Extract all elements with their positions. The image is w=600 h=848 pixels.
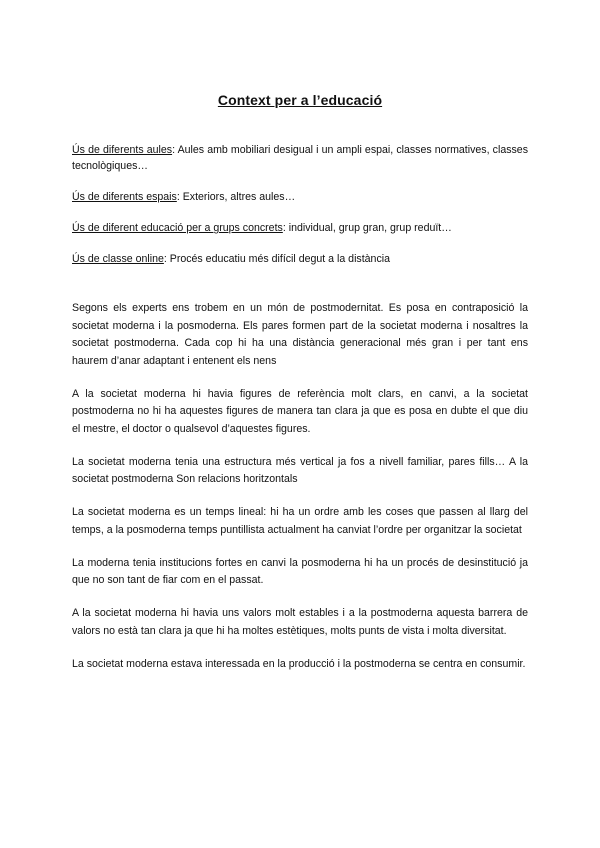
paragraph: La societat moderna es un temps lineal: hi ha un ordre amb les coses que passen al llarg del temps, a la posmoderna temps puntillista actualment ha canviat l’ordre per organitzar la societat bbox=[72, 506, 528, 536]
paragraph: La societat moderna estava interessada en la producció i la postmoderna se centra en consumir. bbox=[72, 657, 526, 670]
paragraph: La moderna tenia institucions fortes en canvi la posmoderna hi ha un procés de desinstitució ja que no son tant de fiar com en el passat. bbox=[72, 556, 528, 586]
paragraph: La societat moderna tenia una estructura més vertical ja fos a nivell familiar, pares fills… A la societat postmoderna Son relacions horitzontals bbox=[72, 455, 528, 485]
use-label: Ús de diferents espais bbox=[72, 191, 177, 203]
body-text bbox=[72, 300, 528, 673]
use-label: Ús de diferents aules bbox=[72, 144, 173, 156]
use-label: Ús de diferent educació per a grups concrets bbox=[72, 222, 283, 234]
paragraph: Segons els experts ens trobem en un món de postmodernitat. Es posa en contraposició la societat moderna i la posmoderna. Els pares formen part de la societat moderna i nosaltres la societat postmoderna. Cada cop hi ha una distància generacional més gran i per tant ens haurem d’anar adaptant i entenent els nens bbox=[72, 302, 528, 367]
use-label: Ús de classe online bbox=[72, 253, 164, 265]
page-title: Context per a l’educació bbox=[217, 92, 383, 108]
use-text: : Exteriors, altres aules… bbox=[176, 191, 296, 203]
uses-list bbox=[72, 142, 528, 267]
use-text: : Procés educatiu més difícil degut a la distància bbox=[163, 253, 390, 265]
use-item-aules bbox=[72, 142, 528, 174]
paragraph: A la societat moderna hi havia uns valors molt estables i a la postmoderna aquesta barrera de valors no està tan clara ja que hi ha moltes estètiques, molts punts de vista i molta diversitat. bbox=[72, 607, 528, 637]
use-item-online bbox=[72, 251, 528, 267]
paragraph: A la societat moderna hi havia figures de referència molt clars, en canvi, a la societat postmoderna no hi ha aquestes figures de manera tan clara ja que es posa en dubte el que diu el mestre, el doctor o qualsevol d’aquestes figures. bbox=[72, 387, 528, 435]
use-item-grups bbox=[72, 220, 528, 236]
use-text: : individual, grup gran, grup reduït… bbox=[282, 222, 452, 234]
use-text: : Aules amb mobiliari desigual i un ampli espai, classes normatives, classes tecnològiques… bbox=[72, 144, 528, 172]
use-item-espais bbox=[72, 189, 528, 205]
